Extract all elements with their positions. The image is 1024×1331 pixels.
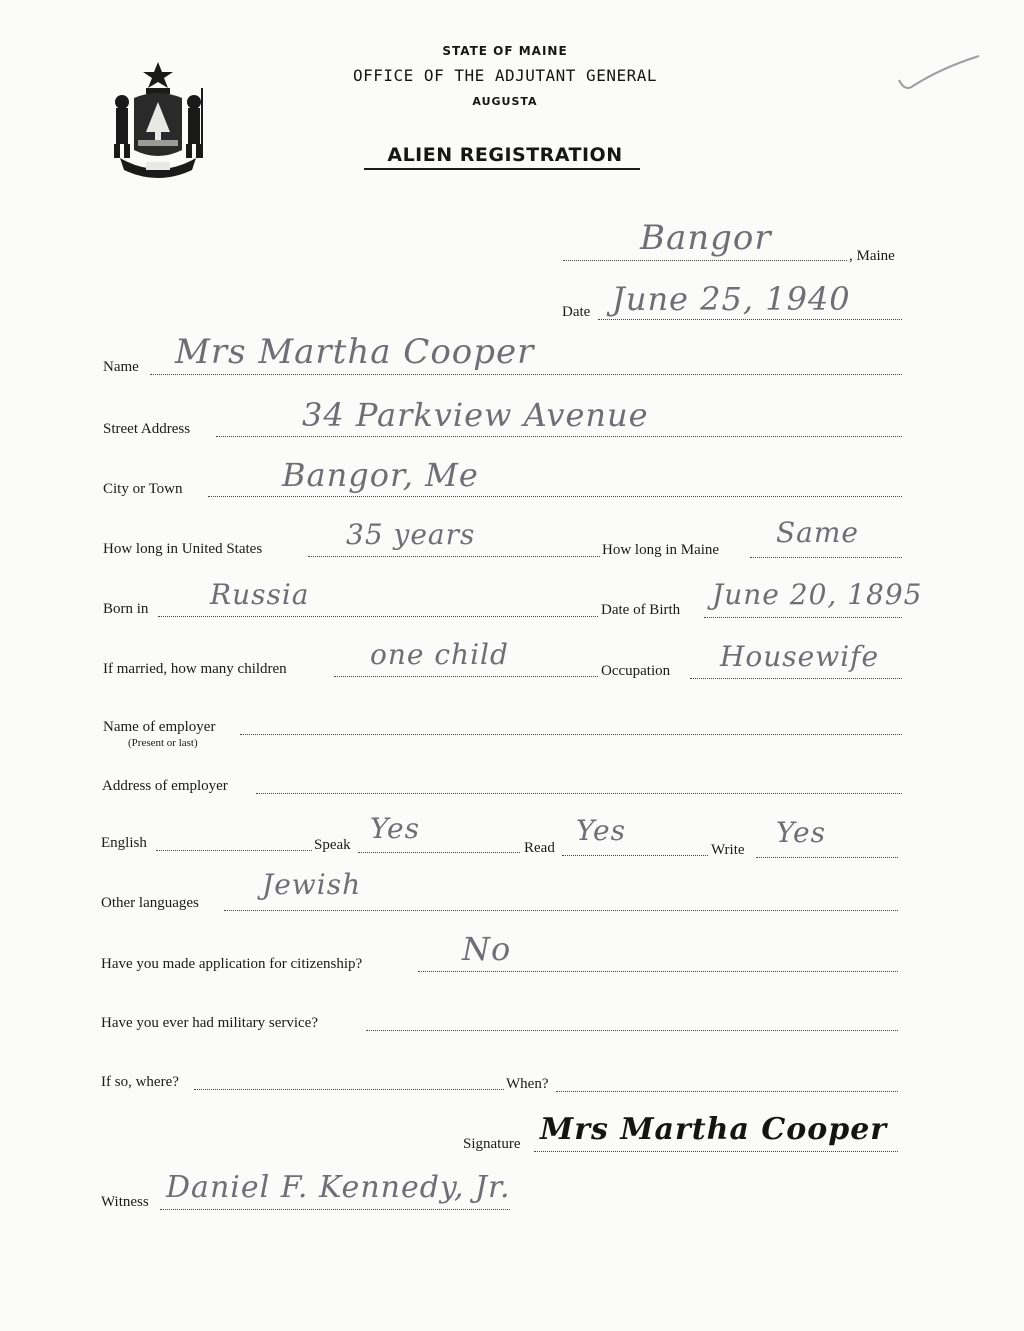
- city-line: [208, 496, 902, 497]
- check-mark-icon: [893, 52, 983, 94]
- citizenship-label: Have you made application for citizenship?: [101, 956, 363, 972]
- employer-address-line: [256, 793, 902, 794]
- employer-sublabel: (Present or last): [128, 737, 198, 749]
- where-label: If so, where?: [101, 1074, 179, 1090]
- occupation-label: Occupation: [601, 663, 671, 679]
- signature-value: Mrs Martha Cooper: [540, 1112, 888, 1147]
- citizenship-value: No: [462, 930, 512, 968]
- how-long-us-label: How long in United States: [103, 541, 263, 557]
- employer-address-label: Address of employer: [102, 778, 228, 794]
- how-long-us-value: 35 years: [346, 518, 476, 551]
- speak-label: Speak: [314, 837, 351, 853]
- witness-line: [160, 1209, 510, 1210]
- read-value: Yes: [576, 814, 626, 847]
- write-value: Yes: [776, 816, 826, 849]
- speak-line: [358, 852, 520, 853]
- street-value: 34 Parkview Avenue: [302, 396, 649, 434]
- english-label: English: [101, 835, 147, 851]
- witness-value: Daniel F. Kennedy, Jr.: [166, 1170, 511, 1205]
- name-label: Name: [103, 359, 139, 375]
- signature-label: Signature: [463, 1136, 521, 1152]
- other-languages-line: [224, 910, 898, 911]
- occupation-value: Housewife: [720, 640, 880, 673]
- citizenship-line: [418, 971, 898, 972]
- header-city: AUGUSTA: [472, 95, 538, 108]
- occupation-line: [690, 678, 902, 679]
- street-label: Street Address: [103, 421, 191, 437]
- how-long-maine-label: How long in Maine: [602, 542, 720, 558]
- employer-label: Name of employer: [103, 719, 216, 735]
- military-label: Have you ever had military service?: [101, 1015, 318, 1031]
- write-label: Write: [711, 842, 745, 858]
- other-languages-value: Jewish: [262, 868, 362, 901]
- header-office: OFFICE OF THE ADJUTANT GENERAL: [353, 66, 657, 85]
- date-value: June 25, 1940: [612, 280, 851, 318]
- born-in-value: Russia: [210, 578, 310, 611]
- date-line: [598, 319, 902, 320]
- read-label: Read: [524, 840, 555, 856]
- maine-label: , Maine: [849, 248, 895, 264]
- place-line: [563, 260, 847, 261]
- city-value: Bangor, Me: [282, 456, 479, 494]
- employer-line: [240, 734, 902, 735]
- signature-line: [534, 1151, 898, 1152]
- children-value: one child: [370, 638, 509, 671]
- place-value: Bangor: [640, 218, 772, 258]
- date-of-birth-label: Date of Birth: [601, 602, 681, 618]
- english-line: [156, 850, 312, 851]
- date-of-birth-line: [704, 617, 902, 618]
- military-line: [366, 1030, 898, 1031]
- date-of-birth-value: June 20, 1895: [712, 578, 923, 611]
- name-value: Mrs Martha Cooper: [175, 332, 535, 372]
- born-in-label: Born in: [103, 601, 149, 617]
- when-label: When?: [506, 1076, 549, 1092]
- form-title: ALIEN REGISTRATION: [387, 144, 623, 166]
- children-line: [334, 676, 598, 677]
- when-line: [556, 1091, 898, 1092]
- other-languages-label: Other languages: [101, 895, 199, 911]
- born-in-line: [158, 616, 598, 617]
- how-long-maine-value: Same: [776, 516, 859, 549]
- title-underline: [364, 168, 640, 170]
- speak-value: Yes: [370, 812, 420, 845]
- header-state: STATE OF MAINE: [442, 44, 568, 58]
- how-long-maine-line: [750, 557, 902, 558]
- maine-state-seal-icon: [106, 58, 210, 178]
- witness-label: Witness: [101, 1194, 149, 1210]
- where-line: [194, 1089, 504, 1090]
- read-line: [562, 855, 708, 856]
- how-long-us-line: [308, 556, 600, 557]
- name-line: [150, 374, 902, 375]
- date-label: Date: [562, 304, 591, 320]
- street-line: [216, 436, 902, 437]
- write-line: [756, 857, 898, 858]
- city-label: City or Town: [103, 481, 183, 497]
- children-label: If married, how many children: [103, 661, 287, 677]
